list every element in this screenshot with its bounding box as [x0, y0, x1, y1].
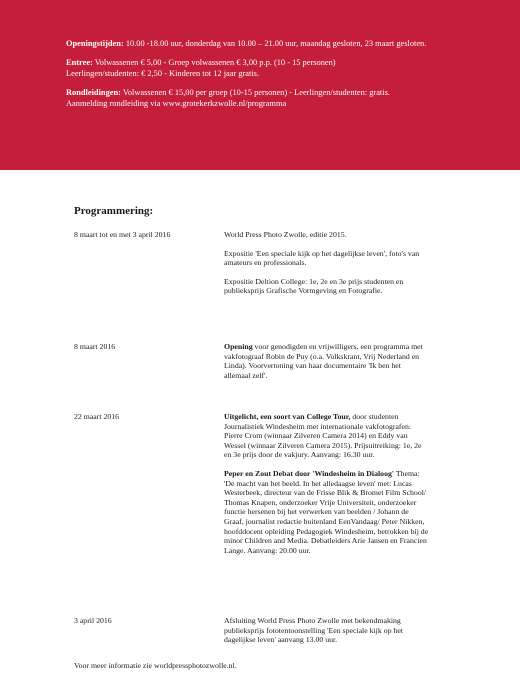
event-text: voor genodigden en vrijwilligers, een programma met vakfotograaf Robin de Puy (o.a. Volkskrant, Vrij Nederland en Linda). Voorvertoning van haar documentaire 'Ik ben het allemaal zelf'. — [224, 342, 423, 380]
tours-line-2: Aanmelding rondleiding via www.grotekerkzwolle.nl/programma — [66, 99, 287, 108]
footer-note: Voor meer informatie zie worldpressphotozwolle.nl. — [74, 661, 237, 670]
entry-label: Entree: — [66, 58, 93, 67]
program-date: 3 april 2016 — [74, 616, 112, 625]
program-description — [224, 412, 429, 616]
entry-line-2: Leerlingen/studenten: € 2,50 - Kinderen tot 12 jaar gratis. — [66, 69, 260, 78]
event-name: Uitgelicht, een soort van College Tour, — [224, 412, 351, 421]
event-text: Thema: 'De macht van het beeld. In het alledaagse leven' met: Lucas Westerbeek, directeur van de Frisse Blik & Bromet Film School/ Thomas Knapen, onderzoeker Vrije Universiteit, onderzoeker functie hersenen bij het verwerken van beelden / Johann de Graaf, journalist redactie buitenland EenVandaag/ Peter Nikken, hoofddocent opleiding Pedagogiek Windesheim, betrokken bij de minor Children and Media. Debatleiders Arie Jansen en Francien Lange. Aanvang: 20.00 uur. — [224, 468, 429, 555]
description-paragraph — [224, 469, 429, 555]
event-name: Opening — [224, 342, 253, 351]
program-date: 8 maart 2016 — [74, 342, 116, 351]
program-row — [74, 412, 494, 616]
program-date: 8 maart tot en met 3 april 2016 — [74, 230, 171, 239]
tours — [66, 87, 490, 109]
tours-label: Rondleidingen: — [66, 88, 121, 97]
opening-hours-text: 10.00 -18.00 uur, donderdag van 10.00 – 21.00 uur, maandag gesloten, 23 maart gesloten. — [123, 39, 427, 48]
description-paragraph: Afsluiting World Press Photo Zwolle met bekendmaking publieksprijs fototentoonstelling 'Een speciale kijk op het dagelijkse leven' aanvang 13.00 uur. — [224, 616, 403, 645]
description-paragraph: Expositie Deltion College: 1e, 2e en 3e prijs studenten en publieksprijs Grafische Vormgeving en Fotografie. — [224, 276, 404, 296]
program-date: 22 maart 2016 — [74, 412, 120, 421]
program-row — [74, 230, 494, 342]
description-paragraph: Expositie 'Een speciale kijk op het dagelijkse leven', foto's van amateurs en professionals. — [224, 248, 420, 268]
description-paragraph — [224, 412, 429, 460]
event-name: Peper en Zout Debat door 'Windesheim in Dialoog' — [224, 468, 395, 478]
program-description — [224, 230, 429, 342]
opening-hours — [66, 38, 490, 49]
program-row — [74, 616, 494, 654]
program-title: Programmering: — [74, 205, 154, 217]
entry-prices — [66, 57, 490, 79]
tours-line-1: Volwassenen € 15,00 per groep (10-15 personen) - Leerlingen/studenten: gratis. — [120, 88, 390, 97]
program-description — [224, 616, 429, 654]
program-row — [74, 342, 494, 412]
program-section — [74, 204, 494, 654]
program-description — [224, 342, 429, 412]
info-banner — [0, 0, 520, 170]
entry-line-1: Volwassenen € 5,00 - Groep volwassenen € 3,00 p.p. (10 - 15 personen) — [92, 58, 336, 67]
description-paragraph: World Press Photo Zwolle, editie 2015. — [224, 230, 347, 239]
opening-hours-label: Openingstijden: — [66, 39, 124, 48]
description-paragraph — [224, 342, 429, 380]
event-text: door studenten Journalistiek Windesheim met internationale vakfotografen: Pierre Crom (winnaar Zilveren Camera 2014) en Eddy van Wessel (winnaar Zilveren Camera 2015). Prijsuitreiking: 1e, 2e en 3e prijs door de vakjury. Aanvang: 16.30 uur. — [224, 412, 422, 460]
